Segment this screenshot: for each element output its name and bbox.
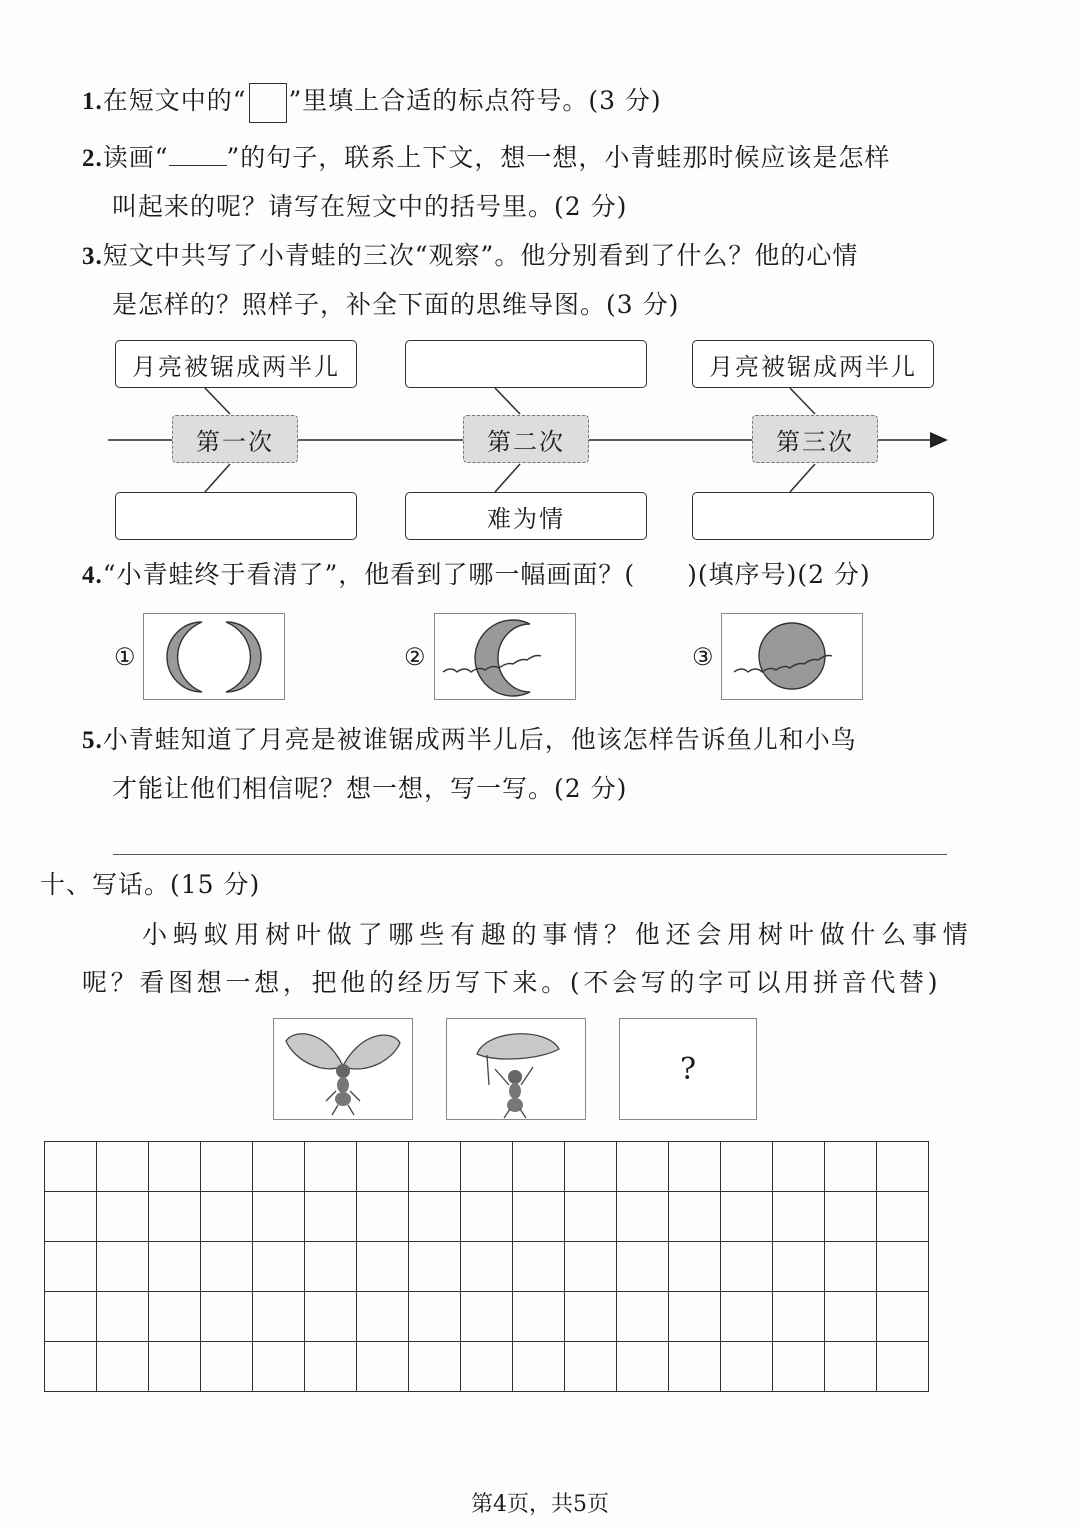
grid-cell[interactable] (773, 1342, 825, 1392)
grid-cell[interactable] (669, 1192, 721, 1242)
grid-row (45, 1192, 929, 1242)
grid-cell[interactable] (669, 1342, 721, 1392)
grid-cell[interactable] (669, 1292, 721, 1342)
grid-cell[interactable] (45, 1192, 97, 1242)
grid-cell[interactable] (305, 1142, 357, 1192)
mindmap-node-3: 第三次 (752, 415, 878, 463)
mindmap-bottom-2: 难为情 (405, 492, 647, 540)
grid-cell[interactable] (45, 1292, 97, 1342)
question-picture (619, 1018, 757, 1120)
grid-cell[interactable] (461, 1192, 513, 1242)
grid-cell[interactable] (201, 1342, 253, 1392)
grid-cell[interactable] (97, 1292, 149, 1342)
option-2-image[interactable] (434, 613, 576, 700)
ant-picture-1 (273, 1018, 413, 1120)
grid-cell[interactable] (357, 1342, 409, 1392)
question-mark: ? (679, 1051, 697, 1087)
mindmap-top-1: 月亮被锯成两半儿 (115, 340, 357, 388)
grid-cell[interactable] (565, 1192, 617, 1242)
grid-cell[interactable] (773, 1142, 825, 1192)
grid-cell[interactable] (149, 1292, 201, 1342)
grid-cell[interactable] (305, 1342, 357, 1392)
grid-cell[interactable] (409, 1192, 461, 1242)
question-2: 2.读画“ ”的句子，联系上下文，想一想，小青蛙那时候应该是怎样 (82, 143, 891, 172)
grid-row (45, 1142, 929, 1192)
grid-cell[interactable] (409, 1342, 461, 1392)
grid-cell[interactable] (357, 1192, 409, 1242)
section-10-line2: 呢？看图想一想，把他的经历写下来。(不会写的字可以用拼音代替) (82, 968, 942, 997)
section-10-line1: 小蚂蚁用树叶做了哪些有趣的事情？他还会用树叶做什么事情 (142, 920, 974, 949)
grid-row (45, 1242, 929, 1292)
mindmap-node-2: 第二次 (463, 415, 589, 463)
grid-cell[interactable] (305, 1242, 357, 1292)
question-4: 4.“小青蛙终于看清了”，他看到了哪一幅画面？( )(填序号)(2 分) (82, 560, 871, 589)
grid-cell[interactable] (357, 1242, 409, 1292)
mindmap-node-1: 第一次 (172, 415, 298, 463)
option-3-label: ③ (692, 643, 714, 671)
grid-cell[interactable] (617, 1342, 669, 1392)
grid-cell[interactable] (825, 1142, 877, 1192)
grid-cell[interactable] (149, 1142, 201, 1192)
grid-cell[interactable] (825, 1242, 877, 1292)
crescent-moon-birds-icon (435, 614, 575, 699)
question-5-line2: 才能让他们相信呢？想一想，写一写。(2 分) (112, 774, 628, 803)
mindmap-bottom-3[interactable] (692, 492, 934, 540)
grid-cell[interactable] (721, 1142, 773, 1192)
half-moons-icon (144, 614, 284, 699)
mindmap-bottom-1[interactable] (115, 492, 357, 540)
grid-cell[interactable] (877, 1292, 929, 1342)
grid-cell[interactable] (201, 1142, 253, 1192)
mindmap-top-3: 月亮被锯成两半儿 (692, 340, 934, 388)
grid-cell[interactable] (149, 1192, 201, 1242)
grid-cell[interactable] (617, 1142, 669, 1192)
ant-picture-2 (446, 1018, 586, 1120)
grid-cell[interactable] (721, 1192, 773, 1242)
grid-cell[interactable] (461, 1342, 513, 1392)
grid-cell[interactable] (45, 1142, 97, 1192)
question-2-line2: 叫起来的呢？请写在短文中的括号里。(2 分) (112, 192, 628, 221)
option-1-image[interactable] (143, 613, 285, 700)
section-10-title: 十、写话。(15 分) (40, 870, 261, 899)
grid-cell[interactable] (409, 1242, 461, 1292)
grid-cell[interactable] (617, 1192, 669, 1242)
grid-cell[interactable] (617, 1242, 669, 1292)
grid-cell[interactable] (721, 1242, 773, 1292)
grid-cell[interactable] (513, 1192, 565, 1242)
grid-cell[interactable] (149, 1242, 201, 1292)
grid-cell[interactable] (253, 1292, 305, 1342)
grid-cell[interactable] (513, 1292, 565, 1342)
grid-cell[interactable] (357, 1142, 409, 1192)
grid-row (45, 1292, 929, 1342)
grid-cell[interactable] (721, 1292, 773, 1342)
question-5: 5.小青蛙知道了月亮是被谁锯成两半儿后，他该怎样告诉鱼儿和小鸟 (82, 725, 857, 754)
ant-with-leaf-umbrella-icon (447, 1019, 585, 1119)
grid-cell[interactable] (149, 1342, 201, 1392)
grid-row (45, 1342, 929, 1392)
question-3-line2: 是怎样的？照样子，补全下面的思维导图。(3 分) (112, 290, 680, 319)
grid-cell[interactable] (565, 1292, 617, 1342)
grid-cell[interactable] (877, 1192, 929, 1242)
grid-cell[interactable] (773, 1292, 825, 1342)
mindmap-connectors (0, 0, 1080, 560)
grid-cell[interactable] (617, 1292, 669, 1342)
grid-cell[interactable] (565, 1242, 617, 1292)
grid-cell[interactable] (253, 1342, 305, 1392)
grid-cell[interactable] (877, 1342, 929, 1392)
grid-cell[interactable] (669, 1242, 721, 1292)
option-1-label: ① (114, 643, 136, 671)
writing-grid[interactable] (44, 1141, 929, 1392)
grid-cell[interactable] (773, 1242, 825, 1292)
grid-cell[interactable] (461, 1142, 513, 1192)
grid-cell[interactable] (721, 1342, 773, 1392)
grid-cell[interactable] (513, 1242, 565, 1292)
page-footer: 第4页，共5页 (471, 1492, 609, 1517)
question-1: 1.在短文中的“ ”里填上合适的标点符号。(3 分) (82, 76, 662, 127)
grid-cell[interactable] (513, 1142, 565, 1192)
grid-cell[interactable] (97, 1142, 149, 1192)
grid-cell[interactable] (201, 1292, 253, 1342)
grid-cell[interactable] (253, 1142, 305, 1192)
option-2-label: ② (404, 643, 426, 671)
grid-cell[interactable] (825, 1342, 877, 1392)
grid-cell[interactable] (773, 1192, 825, 1242)
grid-cell[interactable] (877, 1242, 929, 1292)
grid-cell[interactable] (461, 1242, 513, 1292)
option-3-image[interactable] (721, 613, 863, 700)
grid-cell[interactable] (825, 1192, 877, 1242)
grid-cell[interactable] (513, 1342, 565, 1392)
grid-cell[interactable] (357, 1292, 409, 1342)
grid-cell[interactable] (45, 1342, 97, 1392)
grid-cell[interactable] (97, 1342, 149, 1392)
grid-cell[interactable] (877, 1142, 929, 1192)
grid-cell[interactable] (97, 1242, 149, 1292)
grid-cell[interactable] (461, 1292, 513, 1342)
grid-cell[interactable] (45, 1242, 97, 1292)
full-moon-birds-icon (722, 614, 862, 699)
grid-cell[interactable] (409, 1292, 461, 1342)
question-3: 3.短文中共写了小青蛙的三次“观察”。他分别看到了什么？他的心情 (82, 241, 859, 270)
ant-with-leaf-wings-icon (274, 1019, 412, 1119)
grid-cell[interactable] (305, 1292, 357, 1342)
grid-cell[interactable] (565, 1142, 617, 1192)
grid-cell[interactable] (201, 1192, 253, 1242)
grid-cell[interactable] (201, 1242, 253, 1292)
grid-cell[interactable] (253, 1192, 305, 1242)
grid-cell[interactable] (565, 1342, 617, 1392)
section-divider (113, 854, 947, 855)
grid-cell[interactable] (253, 1242, 305, 1292)
grid-cell[interactable] (409, 1142, 461, 1192)
grid-cell[interactable] (669, 1142, 721, 1192)
grid-cell[interactable] (825, 1292, 877, 1342)
grid-cell[interactable] (97, 1192, 149, 1242)
mindmap-top-2[interactable] (405, 340, 647, 388)
grid-cell[interactable] (305, 1192, 357, 1242)
